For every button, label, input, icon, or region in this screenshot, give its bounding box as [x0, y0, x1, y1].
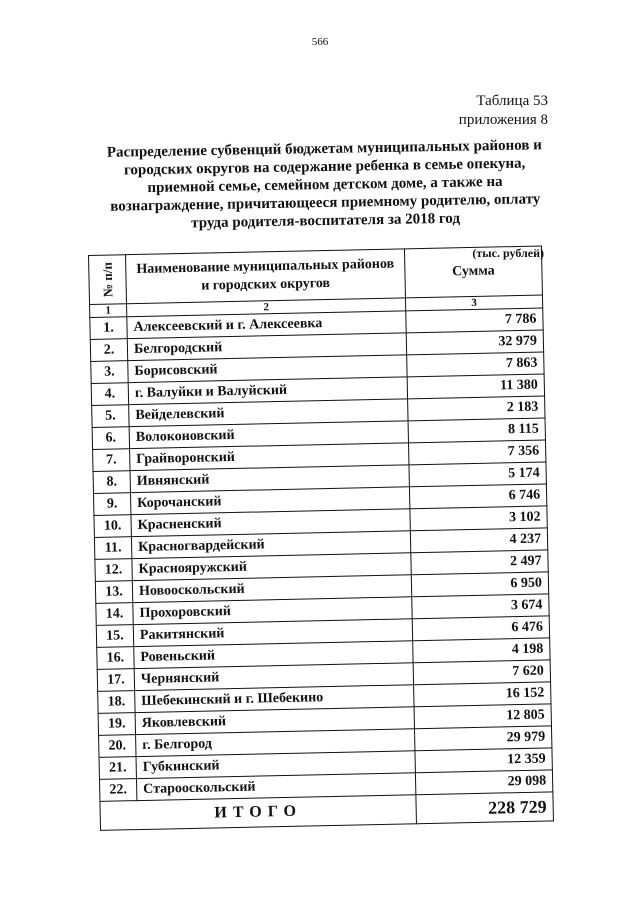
- column-index: 3: [405, 295, 542, 311]
- row-amount: 5 174: [409, 462, 546, 487]
- document-title: Распределение субвенций бюджетам муниципальных районов и городских округов на содержание ребенка в семье опекуна, приемной семье, семейном детском доме, а также на вознаграждение, причитающееся приемному родителю, оплату труда родителя-воспитателя за 2018 год: [106, 137, 542, 232]
- table-caption-line-1: Таблица 53: [476, 93, 548, 109]
- row-number: 20.: [99, 735, 136, 758]
- row-amount: 32 979: [406, 330, 543, 355]
- row-amount: 8 115: [408, 418, 545, 443]
- row-amount: 2 183: [408, 396, 545, 421]
- row-number: 16.: [97, 647, 134, 670]
- row-district-name: Красногвардейский: [131, 531, 410, 559]
- row-district-name: Вейделевский: [129, 399, 408, 427]
- row-number: 6.: [92, 427, 129, 450]
- row-district-name: Ракитянский: [133, 619, 412, 647]
- row-number: 7.: [93, 449, 130, 472]
- row-number: 4.: [91, 383, 128, 406]
- table-caption-line-2: приложения 8: [458, 112, 548, 128]
- row-district-name: г. Белгород: [136, 729, 415, 757]
- row-number: 13.: [95, 581, 132, 604]
- row-number: 22.: [99, 779, 136, 802]
- row-district-name: Волоконовский: [129, 421, 408, 449]
- total-sum: 228 729: [416, 792, 554, 824]
- row-number: 3.: [91, 361, 128, 384]
- row-amount: 7 863: [407, 352, 544, 377]
- row-number: 12.: [95, 559, 132, 582]
- subsidy-table: [88, 245, 554, 830]
- row-district-name: Красненский: [131, 509, 410, 537]
- subsidy-table-wrapper: [88, 245, 554, 830]
- row-district-name: г. Валуйки и Валуйский: [128, 377, 407, 405]
- row-number: 10.: [94, 515, 131, 538]
- row-amount: 16 152: [414, 682, 551, 707]
- row-number: 5.: [92, 405, 129, 428]
- header-num-label: № п/п: [99, 261, 115, 297]
- row-amount: 11 380: [407, 374, 544, 399]
- row-amount: 12 805: [414, 704, 551, 729]
- total-label: ИТОГО: [100, 795, 417, 831]
- row-amount: 7 786: [406, 308, 543, 333]
- row-district-name: Борисовский: [128, 355, 407, 383]
- row-district-name: Прохоровский: [133, 597, 412, 625]
- page-number: 566: [311, 36, 329, 48]
- row-district-name: Губкинский: [136, 751, 415, 779]
- row-number: 9.: [93, 493, 130, 516]
- row-district-name: Грайворонский: [130, 443, 409, 471]
- row-district-name: Краснояружский: [132, 553, 411, 581]
- row-district-name: Ивнянский: [130, 465, 409, 493]
- row-amount: 7 620: [413, 660, 550, 685]
- row-amount: 6 746: [409, 484, 546, 509]
- row-district-name: Чернянский: [134, 663, 413, 691]
- header-name: Наименование муниципальных районов и городских округов: [126, 249, 406, 304]
- row-number: 15.: [96, 625, 133, 648]
- row-number: 19.: [98, 713, 135, 736]
- row-amount: 12 359: [415, 748, 552, 773]
- row-district-name: Корочанский: [130, 487, 409, 515]
- column-index: 1: [90, 304, 127, 318]
- header-sum: Сумма: [404, 246, 542, 298]
- row-amount: 6 950: [411, 572, 548, 597]
- row-amount: 3 102: [410, 506, 547, 531]
- row-amount: 2 497: [411, 550, 548, 575]
- row-number: 18.: [98, 691, 135, 714]
- row-number: 17.: [97, 669, 134, 692]
- row-district-name: Ровеньский: [134, 641, 413, 669]
- table-caption: [459, 92, 548, 130]
- row-district-name: Яковлевский: [135, 707, 414, 735]
- row-amount: 6 476: [412, 616, 549, 641]
- row-district-name: Новооскольский: [132, 575, 411, 603]
- row-amount: 4 237: [410, 528, 547, 553]
- row-number: 11.: [94, 537, 131, 560]
- units-label: (тыс. рублей): [472, 246, 544, 260]
- row-number: 1.: [90, 317, 127, 340]
- row-district-name: Старооскольский: [136, 773, 415, 801]
- row-number: 14.: [96, 603, 133, 626]
- row-number: 21.: [99, 757, 136, 780]
- row-district-name: Шебекинский и г. Шебекино: [135, 685, 414, 713]
- row-amount: 29 979: [414, 726, 551, 751]
- row-district-name: Белгородский: [127, 333, 406, 361]
- row-amount: 3 674: [412, 594, 549, 619]
- row-amount: 4 198: [413, 638, 550, 663]
- header-num: [89, 255, 127, 305]
- column-index: 2: [127, 298, 406, 317]
- row-amount: 7 356: [409, 440, 546, 465]
- row-district-name: Алексеевский и г. Алексеевка: [127, 311, 406, 339]
- row-number: 8.: [93, 471, 130, 494]
- row-number: 2.: [90, 339, 127, 362]
- row-amount: 29 098: [415, 770, 552, 795]
